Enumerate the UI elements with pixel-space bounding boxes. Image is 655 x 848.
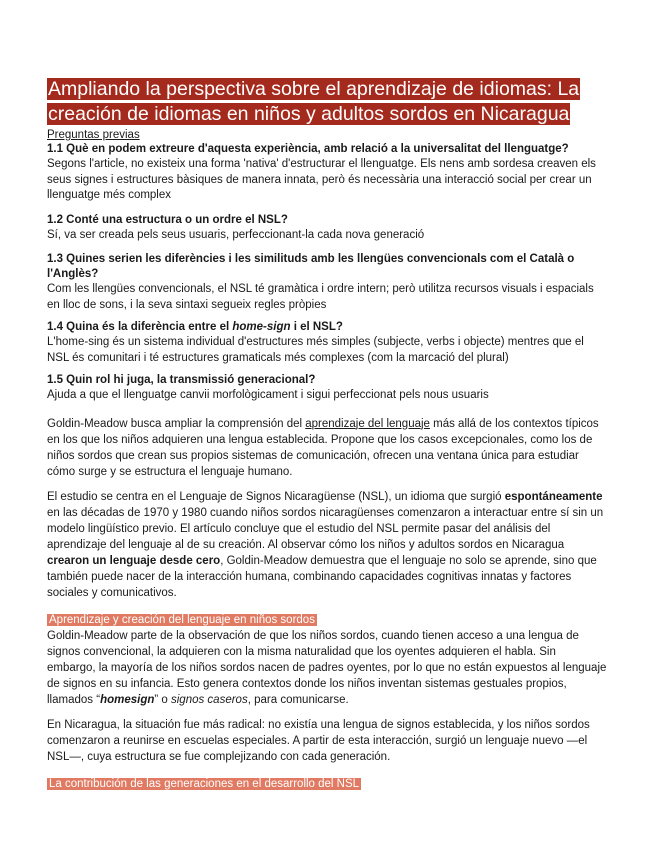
question-2: 1.2 Conté una estructura o un ordre el NSL? [47,213,288,226]
section-heading-1: Aprendizaje y creación del lenguaje en niños sordos [49,613,315,626]
bold-created-language: crearon un lenguaje desde cero [47,554,221,567]
signos-caseros-term: signos caseros [171,693,248,706]
bold-spontaneous: espontáneamente [504,490,603,503]
answer-4: L'home-sing és un sistema individual d'estructures més simples (subjecte, verbs i objecte) mentres que el NSL és comunitari i té estructures gramaticals més complexes (com la marcació del plural) [47,336,584,364]
heading-2-wrap [47,774,607,792]
paragraph-1: Goldin-Meadow busca ampliar la comprensión del aprendizaje del lenguaje más allá de los contextos típicos en los que los niños adquieren una lengua establecida. Propone que los casos excepcionales, como los de niños sordos que crean sus propios sistemas de comunicación, ofrecen una ventana única para estudiar cómo surge y se estructura el lenguaje humano. [47,417,599,478]
question-4: 1.4 Quina és la diferència entre el home-sign i el NSL? [47,321,343,333]
title-line-1: Ampliando la perspectiva sobre el aprendizaje de idiomas: La [48,78,580,100]
homesign-term: homesign [100,693,155,706]
question-3: 1.3 Quines serien les diferències i les similituds amb les llengües convencionals com el Català o l'Anglès? [47,253,575,280]
answer-2: Sí, va ser creada pels seus usuaris, perfeccionant-la cada nova generació [47,228,425,241]
answer-3: Com les llengües convencionals, el NSL té gramàtica i ordre intern; però utilitza recursos visuals i espacials en lloc de sons, i la seva sintaxi segueix regles pròpies [47,283,594,311]
question-5: 1.5 Quin rol hi juga, la transmissió generacional? [47,374,316,386]
section-label: Preguntas previas [47,129,140,141]
heading-1-wrap [47,610,607,628]
paragraph-3: Goldin-Meadow parte de la observación de que los niños sordos, cuando tienen acceso a una lengua de signos convencional, la adquieren con la misma naturalidad que los oyentes adquieren el habla. Sin embargo, la mayoría de los niños sordos nacen de padres oyentes, por lo que no están expuestos al lenguaje de signos en su infancia. Esto genera contextos donde los niños inventan sistemas gestuales propios, llamados “homesign” o signos caseros, para comunicarse. [47,629,607,706]
title-line-2: creación de idiomas en niños y adultos sordos en Nicaragua [48,103,570,125]
answer-5: Ajuda a que el llenguatge canvii morfològicament i sigui perfeccionat pels nous usuaris [47,389,489,401]
document-title [47,77,607,127]
document-page [47,77,607,792]
language-learning-link[interactable]: aprendizaje del lenguaje [305,417,430,430]
paragraph-2: El estudio se centra en el Lenguaje de Signos Nicaragüense (NSL), un idioma que surgió espontáneamente en las décadas de 1970 y 1980 cuando niños sordos nicaragüenses comenzaron a interactuar entre sí sin un modelo lingüístico previo. El artículo concluye que el estudio del NSL permite pasar del análisis del aprendizaje del lenguaje al de su creación. Al observar cómo los niños y adultos sordos en Nicaragua crearon un lenguaje desde cero, Goldin-Meadow demuestra que el lenguaje no solo se aprende, sino que también puede nacer de la interacción humana, combinando capacidades cognitivas innatas y factores sociales y comunicativos. [47,490,604,599]
home-sign-term: home-sign [232,321,291,333]
question-1: 1.1 Què en podem extreure d'aquesta experiència, amb relació a la universalitat del llenguatge? [47,143,569,155]
section-heading-2: La contribución de las generaciones en el desarrollo del NSL [49,777,360,790]
paragraph-4: En Nicaragua, la situación fue más radical: no existía una lengua de signos establecida, y los niños sordos comenzaron a reunirse en escuelas especiales. A partir de esta interacción, surgió un lenguaje nuevo —el NSL—, cuya estructura se fue complejizando con cada generación. [47,718,590,763]
answer-1: Segons l'article, no existeix una forma 'nativa' d'estructurar el llenguatge. Els nens amb sordesa creaven els seus signes i estructures bàsiques de manera innata, però és necessària una interacció social per crear un llenguatge més complex [47,158,596,201]
